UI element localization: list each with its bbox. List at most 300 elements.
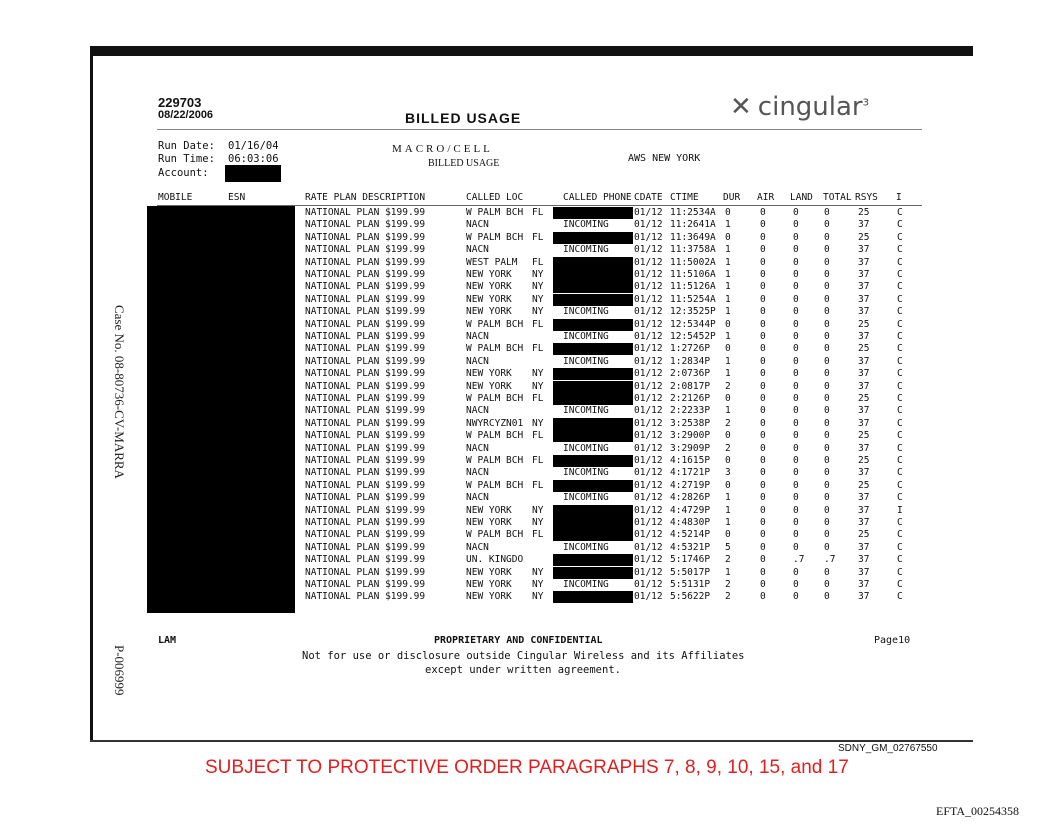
row-cdate: 01/12 xyxy=(634,405,663,417)
row-i: C xyxy=(897,343,903,355)
row-air: 0 xyxy=(760,492,766,504)
row-i: C xyxy=(897,281,903,293)
row-ctime: 11:5002A xyxy=(670,256,716,268)
row-called-loc: NACN xyxy=(466,541,489,553)
row-ctime: 4:1615P xyxy=(670,455,711,466)
row-dur: 1 xyxy=(725,492,731,504)
row-rate-plan: NATIONAL PLAN $199.99 xyxy=(305,517,426,528)
row-land: 0 xyxy=(793,517,799,528)
called-phone-redaction xyxy=(553,529,633,541)
row-air: 0 xyxy=(760,405,766,417)
row-i: C xyxy=(897,393,903,404)
row-total: 0 xyxy=(824,467,830,479)
row-rate-plan: NATIONAL PLAN $199.99 xyxy=(305,504,426,516)
row-state: NY xyxy=(532,269,544,280)
row-ctime: 11:2534A xyxy=(670,207,716,218)
table-row xyxy=(0,455,1060,467)
cingular-logo: ✕ cingular$^ɜ$ xyxy=(730,92,870,122)
col-header-air: AIR xyxy=(757,192,775,203)
row-dur: 2 xyxy=(725,380,731,392)
row-dur: 1 xyxy=(725,281,731,293)
cingular-x-icon: ✕ xyxy=(730,92,752,122)
row-i: C xyxy=(897,430,903,442)
row-rate-plan: NATIONAL PLAN $199.99 xyxy=(305,579,426,590)
row-state: FL xyxy=(532,207,544,218)
row-ctime: 5:5131P xyxy=(670,579,711,590)
row-cdate: 01/12 xyxy=(634,368,663,380)
row-i: C xyxy=(897,529,903,541)
called-phone-redaction xyxy=(553,554,633,566)
table-row xyxy=(0,591,1060,603)
row-ctime: 12:5452P xyxy=(670,331,716,342)
document-id: 229703 xyxy=(158,95,202,110)
scan-bottom-border xyxy=(90,740,973,742)
row-i: C xyxy=(897,219,903,231)
table-row xyxy=(0,430,1060,442)
row-land: 0 xyxy=(793,541,799,553)
run-date-line xyxy=(158,140,279,152)
row-called-loc: NEW YORK xyxy=(466,380,512,392)
row-cdate: 01/12 xyxy=(634,306,663,318)
col-header-rate-plan: RATE PLAN DESCRIPTION xyxy=(305,192,426,203)
row-rate-plan: NATIONAL PLAN $199.99 xyxy=(305,343,426,355)
row-rsys: 25 xyxy=(858,343,870,355)
header-rule xyxy=(157,129,922,130)
col-header-called-phone: CALLED PHONE xyxy=(563,192,632,203)
row-dur: 0 xyxy=(725,455,731,466)
protective-order-notice: SUBJECT TO PROTECTIVE ORDER PARAGRAPHS 7, 8, 9, 10, 15, and 17 xyxy=(205,757,849,778)
row-state: FL xyxy=(532,529,544,541)
row-cdate: 01/12 xyxy=(634,455,663,466)
row-cdate: 01/12 xyxy=(634,231,663,243)
row-state: FL xyxy=(532,231,544,243)
row-air: 0 xyxy=(760,306,766,318)
table-row xyxy=(0,542,1060,554)
row-called-loc: NACN xyxy=(466,405,489,417)
row-ctime: 11:5254A xyxy=(670,293,716,305)
called-phone-redaction xyxy=(553,281,633,293)
row-land: 0 xyxy=(793,467,799,479)
row-air: 0 xyxy=(760,529,766,541)
row-cdate: 01/12 xyxy=(634,591,663,603)
row-cdate: 01/12 xyxy=(634,579,663,590)
row-i: I xyxy=(897,504,903,516)
run-date-label: Run Date: xyxy=(158,140,215,152)
row-called-loc: NEW YORK xyxy=(466,566,512,578)
row-air: 0 xyxy=(760,269,766,280)
row-state: FL xyxy=(532,318,544,330)
row-total: 0 xyxy=(824,492,830,504)
row-dur: 0 xyxy=(725,343,731,355)
table-row xyxy=(0,219,1060,231)
row-ctime: 4:5214P xyxy=(670,529,711,541)
row-air: 0 xyxy=(760,207,766,218)
row-rate-plan: NATIONAL PLAN $199.99 xyxy=(305,541,426,553)
row-dur: 0 xyxy=(725,529,731,541)
row-rate-plan: NATIONAL PLAN $199.99 xyxy=(305,219,426,231)
row-rsys: 37 xyxy=(858,269,870,280)
row-dur: 2 xyxy=(725,591,731,603)
row-state: FL xyxy=(532,393,544,404)
row-i: C xyxy=(897,293,903,305)
row-called-loc: NACN xyxy=(466,442,489,454)
row-i: C xyxy=(897,244,903,256)
row-called-loc: W PALM BCH xyxy=(466,479,524,491)
row-dur: 1 xyxy=(725,517,731,528)
row-land: 0 xyxy=(793,219,799,231)
row-called-loc: NACN xyxy=(466,219,489,231)
row-rate-plan: NATIONAL PLAN $199.99 xyxy=(305,393,426,404)
row-called-phone: INCOMING xyxy=(563,219,609,231)
row-ctime: 1:2834P xyxy=(670,355,711,367)
row-air: 0 xyxy=(760,231,766,243)
row-air: 0 xyxy=(760,368,766,380)
row-called-loc: NEW YORK xyxy=(466,293,512,305)
row-ctime: 2:0817P xyxy=(670,380,711,392)
row-total: 0 xyxy=(824,293,830,305)
row-total: 0 xyxy=(824,269,830,280)
row-called-loc: W PALM BCH xyxy=(466,231,524,243)
row-called-loc: NEW YORK xyxy=(466,368,512,380)
row-rsys: 25 xyxy=(858,207,870,218)
row-total: 0 xyxy=(824,219,830,231)
row-land: 0 xyxy=(793,492,799,504)
col-header-dur: DUR xyxy=(723,192,741,203)
row-state: FL xyxy=(532,343,544,355)
row-land: 0 xyxy=(793,479,799,491)
row-ctime: 2:2126P xyxy=(670,393,711,404)
row-dur: 1 xyxy=(725,504,731,516)
row-cdate: 01/12 xyxy=(634,219,663,231)
row-total: 0 xyxy=(824,579,830,590)
row-i: C xyxy=(897,554,903,566)
table-row xyxy=(0,492,1060,504)
row-land: 0 xyxy=(793,368,799,380)
row-called-loc: W PALM BCH xyxy=(466,393,524,404)
row-ctime: 5:5622P xyxy=(670,591,711,603)
row-ctime: 4:4830P xyxy=(670,517,711,528)
row-air: 0 xyxy=(760,504,766,516)
row-land: 0 xyxy=(793,207,799,218)
table-row xyxy=(0,244,1060,256)
row-total: .7 xyxy=(824,554,836,566)
row-rsys: 37 xyxy=(858,591,870,603)
row-ctime: 2:0736P xyxy=(670,368,711,380)
row-state: NY xyxy=(532,306,544,318)
col-header-land: LAND xyxy=(790,192,813,203)
row-i: C xyxy=(897,380,903,392)
table-row xyxy=(0,579,1060,591)
row-air: 0 xyxy=(760,467,766,479)
row-cdate: 01/12 xyxy=(634,492,663,504)
row-ctime: 4:2826P xyxy=(670,492,711,504)
side-case-number: Case No. 08-80736-CV-MARRA xyxy=(112,305,127,479)
table-row xyxy=(0,405,1060,417)
run-time-line xyxy=(158,153,279,165)
row-total: 0 xyxy=(824,430,830,442)
called-phone-redaction xyxy=(553,517,633,529)
row-called-loc: W PALM BCH xyxy=(466,455,524,466)
row-cdate: 01/12 xyxy=(634,442,663,454)
row-air: 0 xyxy=(760,517,766,528)
row-called-loc: NEW YORK xyxy=(466,281,512,293)
row-rate-plan: NATIONAL PLAN $199.99 xyxy=(305,318,426,330)
table-row xyxy=(0,505,1060,517)
col-header-total: TOTAL xyxy=(823,192,852,203)
row-rsys: 25 xyxy=(858,393,870,404)
row-rate-plan: NATIONAL PLAN $199.99 xyxy=(305,430,426,442)
called-phone-redaction xyxy=(553,381,633,393)
called-phone-redaction xyxy=(553,343,633,355)
row-dur: 0 xyxy=(725,430,731,442)
row-air: 0 xyxy=(760,442,766,454)
row-land: 0 xyxy=(793,306,799,318)
row-land: 0 xyxy=(793,355,799,367)
row-called-loc: NACN xyxy=(466,331,489,342)
row-cdate: 01/12 xyxy=(634,244,663,256)
row-land: 0 xyxy=(793,393,799,404)
row-ctime: 3:2909P xyxy=(670,442,711,454)
row-state: NY xyxy=(532,591,544,603)
col-header-ctime: CTIME xyxy=(670,192,699,203)
called-phone-redaction xyxy=(553,567,633,579)
row-air: 0 xyxy=(760,355,766,367)
row-called-loc: NEW YORK xyxy=(466,269,512,280)
row-i: C xyxy=(897,579,903,590)
row-state: NY xyxy=(532,368,544,380)
row-ctime: 11:3649A xyxy=(670,231,716,243)
row-state: FL xyxy=(532,256,544,268)
document-date: 08/22/2006 xyxy=(158,109,214,121)
account-line xyxy=(158,167,228,179)
row-i: C xyxy=(897,269,903,280)
row-called-loc: NACN xyxy=(466,244,489,256)
row-land: 0 xyxy=(793,579,799,590)
table-row xyxy=(0,443,1060,455)
row-called-loc: NACN xyxy=(466,355,489,367)
row-cdate: 01/12 xyxy=(634,393,663,404)
row-state: FL xyxy=(532,479,544,491)
account-redaction xyxy=(225,165,281,182)
row-rate-plan: NATIONAL PLAN $199.99 xyxy=(305,455,426,466)
col-header-rsys: RSYS xyxy=(855,192,878,203)
row-air: 0 xyxy=(760,393,766,404)
row-dur: 2 xyxy=(725,442,731,454)
table-row xyxy=(0,368,1060,380)
row-dur: 1 xyxy=(725,219,731,231)
row-cdate: 01/12 xyxy=(634,318,663,330)
called-phone-redaction xyxy=(553,480,633,492)
row-rsys: 37 xyxy=(858,554,870,566)
row-rsys: 37 xyxy=(858,306,870,318)
row-air: 0 xyxy=(760,541,766,553)
row-land: 0 xyxy=(793,455,799,466)
row-rate-plan: NATIONAL PLAN $199.99 xyxy=(305,281,426,293)
row-total: 0 xyxy=(824,479,830,491)
footer-notice-line1: Not for use or disclosure outside Cingular Wireless and its Affiliates xyxy=(302,650,745,662)
row-total: 0 xyxy=(824,306,830,318)
called-phone-redaction xyxy=(553,294,633,306)
row-cdate: 01/12 xyxy=(634,417,663,429)
row-total: 0 xyxy=(824,393,830,404)
footer-proprietary: PROPRIETARY AND CONFIDENTIAL xyxy=(434,635,603,646)
row-ctime: 3:2900P xyxy=(670,430,711,442)
row-rsys: 37 xyxy=(858,566,870,578)
row-rate-plan: NATIONAL PLAN $199.99 xyxy=(305,244,426,256)
row-i: C xyxy=(897,591,903,603)
row-land: 0 xyxy=(793,281,799,293)
row-air: 0 xyxy=(760,455,766,466)
row-rate-plan: NATIONAL PLAN $199.99 xyxy=(305,355,426,367)
region-label: AWS NEW YORK xyxy=(628,153,701,164)
run-date-value: 01/16/04 xyxy=(228,140,279,152)
row-cdate: 01/12 xyxy=(634,207,663,218)
row-dur: 1 xyxy=(725,256,731,268)
row-i: C xyxy=(897,355,903,367)
table-row xyxy=(0,529,1060,541)
row-called-loc: NACN xyxy=(466,492,489,504)
row-land: 0 xyxy=(793,430,799,442)
row-called-loc: W PALM BCH xyxy=(466,430,524,442)
row-rsys: 37 xyxy=(858,492,870,504)
row-called-loc: W PALM BCH xyxy=(466,529,524,541)
row-ctime: 5:5017P xyxy=(670,566,711,578)
row-rate-plan: NATIONAL PLAN $199.99 xyxy=(305,368,426,380)
row-ctime: 2:2233P xyxy=(670,405,711,417)
called-phone-redaction xyxy=(553,430,633,442)
row-total: 0 xyxy=(824,207,830,218)
table-row xyxy=(0,356,1060,368)
called-phone-redaction xyxy=(553,393,633,405)
row-air: 0 xyxy=(760,417,766,429)
called-phone-redaction xyxy=(553,368,633,380)
row-dur: 0 xyxy=(725,479,731,491)
row-ctime: 11:2641A xyxy=(670,219,716,231)
row-called-loc: NACN xyxy=(466,467,489,479)
row-total: 0 xyxy=(824,256,830,268)
called-phone-redaction xyxy=(553,232,633,244)
row-dur: 1 xyxy=(725,244,731,256)
row-called-loc: WEST PALM xyxy=(466,256,518,268)
row-air: 0 xyxy=(760,293,766,305)
row-rsys: 37 xyxy=(858,467,870,479)
row-rate-plan: NATIONAL PLAN $199.99 xyxy=(305,269,426,280)
row-ctime: 4:5321P xyxy=(670,541,711,553)
row-called-phone: INCOMING xyxy=(563,541,609,553)
row-rate-plan: NATIONAL PLAN $199.99 xyxy=(305,331,426,342)
row-total: 0 xyxy=(824,591,830,603)
row-rate-plan: NATIONAL PLAN $199.99 xyxy=(305,591,426,603)
table-row xyxy=(0,257,1060,269)
row-total: 0 xyxy=(824,541,830,553)
row-i: C xyxy=(897,541,903,553)
efta-stamp: EFTA_00254358 xyxy=(936,804,1020,818)
row-state: NY xyxy=(532,293,544,305)
row-cdate: 01/12 xyxy=(634,430,663,442)
row-i: C xyxy=(897,455,903,466)
row-state: FL xyxy=(532,430,544,442)
row-state: NY xyxy=(532,380,544,392)
row-state: FL xyxy=(532,455,544,466)
row-land: 0 xyxy=(793,442,799,454)
row-called-phone: INCOMING xyxy=(563,492,609,504)
row-dur: 1 xyxy=(725,355,731,367)
row-state: NY xyxy=(532,417,544,429)
row-i: C xyxy=(897,256,903,268)
row-i: C xyxy=(897,479,903,491)
row-cdate: 01/12 xyxy=(634,554,663,566)
table-row xyxy=(0,554,1060,566)
row-rsys: 37 xyxy=(858,368,870,380)
row-land: 0 xyxy=(793,504,799,516)
row-land: 0 xyxy=(793,293,799,305)
row-total: 0 xyxy=(824,380,830,392)
row-air: 0 xyxy=(760,256,766,268)
row-rsys: 37 xyxy=(858,517,870,528)
footer-notice-line2: except under written agreement. xyxy=(425,664,621,676)
run-time-label: Run Time: xyxy=(158,153,215,165)
row-rsys: 37 xyxy=(858,417,870,429)
row-i: C xyxy=(897,405,903,417)
row-ctime: 12:5344P xyxy=(670,318,716,330)
row-rsys: 25 xyxy=(858,318,870,330)
row-cdate: 01/12 xyxy=(634,529,663,541)
table-row xyxy=(0,343,1060,355)
row-dur: 1 xyxy=(725,293,731,305)
row-state: NY xyxy=(532,281,544,293)
row-air: 0 xyxy=(760,380,766,392)
row-called-loc: W PALM BCH xyxy=(466,343,524,355)
row-air: 0 xyxy=(760,244,766,256)
row-land: 0 xyxy=(793,591,799,603)
row-rsys: 25 xyxy=(858,455,870,466)
row-land: 0 xyxy=(793,231,799,243)
row-cdate: 01/12 xyxy=(634,479,663,491)
table-row xyxy=(0,269,1060,281)
row-i: C xyxy=(897,442,903,454)
row-called-loc: NEW YORK xyxy=(466,579,512,590)
row-rsys: 37 xyxy=(858,293,870,305)
scan-top-border xyxy=(90,46,973,56)
row-rsys: 37 xyxy=(858,541,870,553)
row-i: C xyxy=(897,492,903,504)
row-air: 0 xyxy=(760,554,766,566)
row-total: 0 xyxy=(824,529,830,541)
row-dur: 1 xyxy=(725,306,731,318)
row-cdate: 01/12 xyxy=(634,504,663,516)
row-rsys: 37 xyxy=(858,256,870,268)
page-title: BILLED USAGE xyxy=(405,110,522,126)
row-called-loc: NEW YORK xyxy=(466,517,512,528)
row-dur: 2 xyxy=(725,417,731,429)
row-rate-plan: NATIONAL PLAN $199.99 xyxy=(305,566,426,578)
row-ctime: 5:1746P xyxy=(670,554,711,566)
col-header-cdate: CDATE xyxy=(634,192,663,203)
row-called-phone: INCOMING xyxy=(563,306,609,318)
row-total: 0 xyxy=(824,231,830,243)
row-total: 0 xyxy=(824,343,830,355)
col-header-esn: ESN xyxy=(228,192,246,203)
row-ctime: 1:2726P xyxy=(670,343,711,355)
table-row xyxy=(0,418,1060,430)
table-row xyxy=(0,480,1060,492)
row-i: C xyxy=(897,207,903,218)
row-rate-plan: NATIONAL PLAN $199.99 xyxy=(305,479,426,491)
row-land: 0 xyxy=(793,244,799,256)
row-rate-plan: NATIONAL PLAN $199.99 xyxy=(305,529,426,541)
row-rsys: 37 xyxy=(858,380,870,392)
table-row xyxy=(0,319,1060,331)
